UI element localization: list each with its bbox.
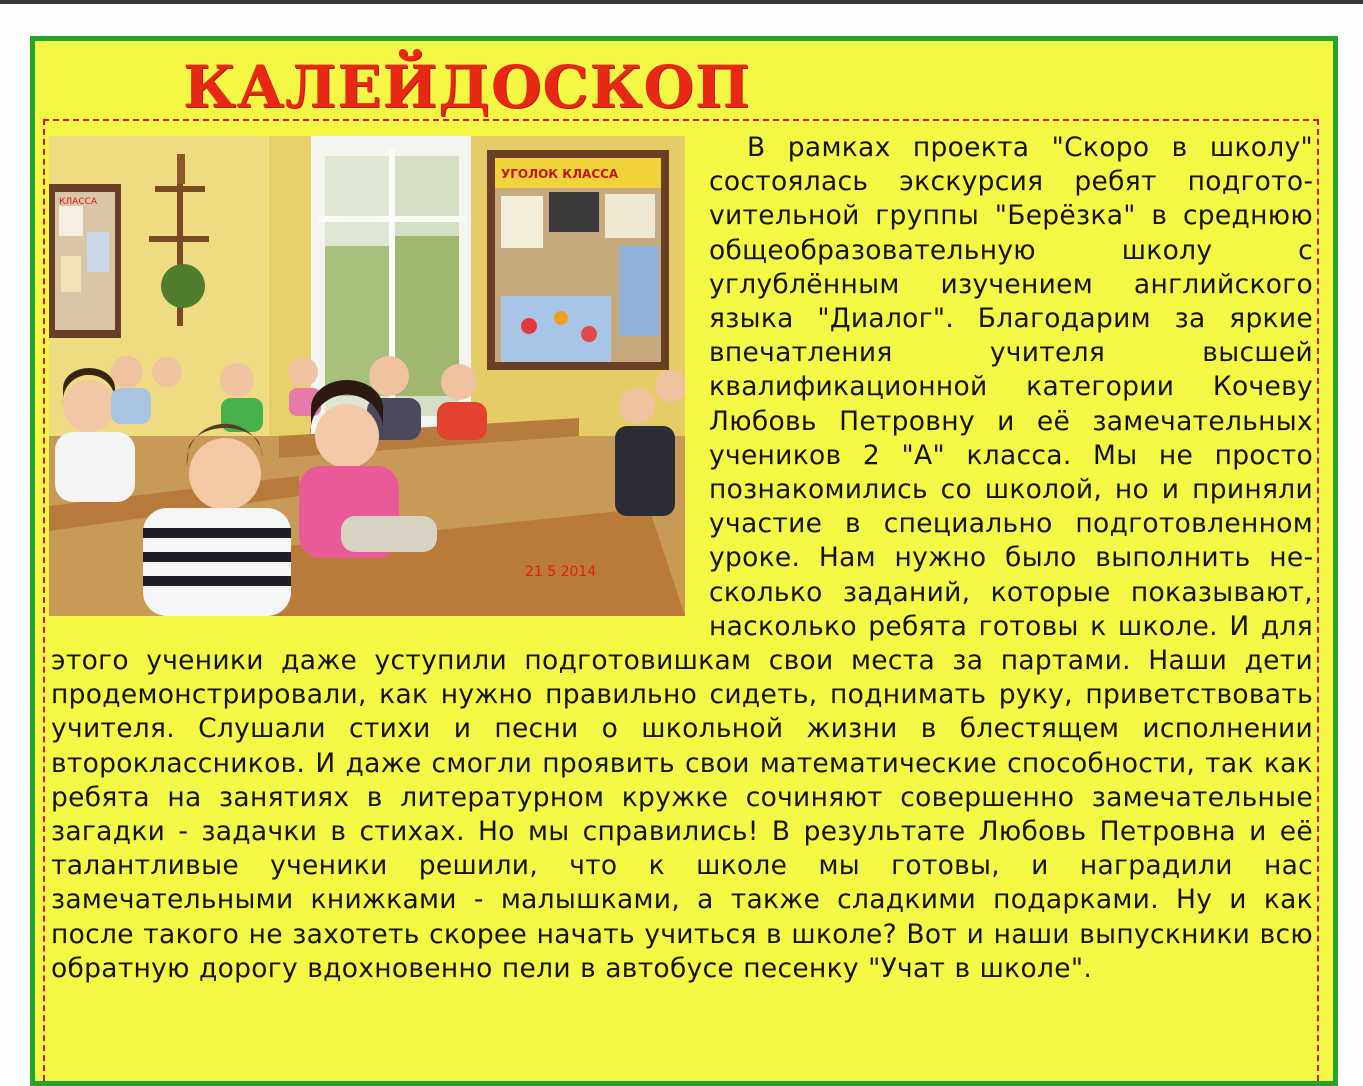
article-title: КАЛЕЙДОСКОП (183, 53, 751, 121)
left-poster-label: КЛАССА (59, 197, 98, 207)
board-poster-label: УГОЛОК КЛАССА (501, 167, 619, 181)
photo-spacer (51, 131, 701, 631)
article-paragraph: В рамках проекта "Скоро в школу" состоялась экскурсия ребят подготоvительной группы "Берёзка" в среднюю общеобразовательную школу с углублённым изучением английского языка "Диалог". Благодарим за яркие впечатления учителя высшей квалификационной категории Кочеву Любовь Петровну и её замечательных учеников 2 "А" класса. Мы не просто познакомились со школой, но и приняли участие в специально подготовленном уроке. Нам нужно было выполнить несколько заданий, которые показывают, насколько ребята готовы к школе. И для этого ученики даже уступили подготовишкам свои места за партами. Наши дети продемонстрировали, как нужно правильно сидеть, поднимать руку, приветствовать учителя. Слушали стихи и песни о школьной жизни в блестящем исполнении второклассников. И даже смогли проявить свои математические способности, так как ребята на занятиях в литературном кружке сочиняют совершенно замечательные загадки - задачки в стихах. Но мы справились! В результате Любовь Петровна и её талантливые ученики решили, что к школе мы готовы, и наградили нас замечательными книжками - малышками, а также сладкими подарками. Ну и как после такого не захотеть скорее начать учиться в школе? Вот и наши выпускники всю обратную дорогу вдохновенно пели в автобусе песенку "Учат в школе". (51, 132, 1313, 984)
scan-top-edge (0, 0, 1363, 4)
article-body (51, 131, 1313, 986)
photo-date-stamp: 21 5 2014 (525, 564, 597, 580)
article-frame (30, 36, 1338, 1086)
